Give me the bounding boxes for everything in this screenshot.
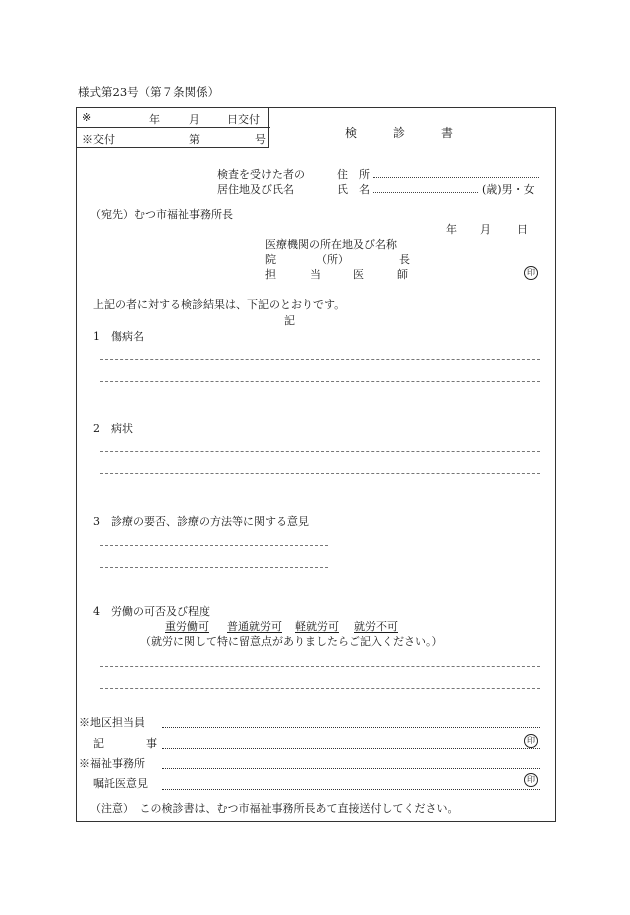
welfare-seal-icon: 印 <box>524 773 538 787</box>
note-text: （注意） この検診書は、むつ市福祉事務所長あて直接送付してください。 <box>90 802 459 815</box>
physician-seal-icon: 印 <box>524 266 538 280</box>
date-year-label: 年 <box>446 223 457 236</box>
date-day-label: 日 <box>517 223 528 236</box>
examinee-label-2: 居住地及び氏名 <box>217 183 294 196</box>
option-heavy-work[interactable]: 重労働可 <box>165 620 209 633</box>
examinee-label-1: 検査を受けた者の <box>217 168 305 181</box>
welfare-office-label: ※福祉事務所 <box>79 757 145 770</box>
section-4-heading: 4 労働の可否及び程度 <box>93 605 210 618</box>
issue-date-row <box>77 108 270 128</box>
document-title <box>345 124 489 141</box>
director-label-1: 院 <box>265 253 276 266</box>
name-label: 氏 名 <box>337 183 370 196</box>
issue-number-row <box>77 128 270 148</box>
work-note: （就労に関して特に留意点がありましたらご記入ください。） <box>140 635 443 648</box>
director-label-2: （所） <box>316 253 349 266</box>
address-field[interactable] <box>373 177 539 178</box>
section-1-line-2[interactable] <box>100 381 540 382</box>
name-field[interactable] <box>373 192 478 193</box>
issue-day-label: 日交付 <box>227 113 260 126</box>
district-officer-line-1[interactable] <box>162 727 540 728</box>
section-4-line-2[interactable] <box>100 688 540 689</box>
option-normal-work[interactable]: 普通就労可 <box>227 620 282 633</box>
section-2-line-2[interactable] <box>100 473 540 474</box>
institution-location-label: 医療機関の所在地及び名称 <box>265 238 397 251</box>
district-seal-icon: 印 <box>524 734 538 748</box>
title-char: 診 <box>393 126 406 140</box>
director-label-3: 長 <box>399 253 410 266</box>
intro-text: 上記の者に対する検診結果は、下記のとおりです。 <box>93 298 346 311</box>
district-officer-label: ※地区担当員 <box>79 716 145 729</box>
physician-label-2: 当 <box>310 268 321 281</box>
section-3-heading: 3 診療の要否、診療の方法等に関する意見 <box>93 515 309 528</box>
physician-label-4: 師 <box>397 268 408 281</box>
issue-go-label: 号 <box>255 133 266 146</box>
issue-number-mark: ※交付 <box>82 133 115 146</box>
option-light-work[interactable]: 軽就労可 <box>295 620 339 633</box>
issue-dai-label: 第 <box>189 133 200 146</box>
ki-label: 記 <box>284 314 295 327</box>
district-record-label-1: 記 <box>93 737 104 750</box>
section-3-line-2[interactable] <box>100 567 328 568</box>
address-label: 住 所 <box>337 168 370 181</box>
section-1-line-1[interactable] <box>100 359 540 360</box>
form-number: 様式第23号（第７条関係） <box>78 85 220 99</box>
commissioned-doctor-label: 嘱託医意見 <box>93 777 148 790</box>
district-officer-line-2[interactable] <box>162 748 540 749</box>
welfare-office-line-1[interactable] <box>162 768 540 769</box>
welfare-office-line-2[interactable] <box>162 789 540 790</box>
section-3-line-1[interactable] <box>100 545 328 546</box>
section-4-line-1[interactable] <box>100 666 540 667</box>
title-char: 書 <box>441 126 454 140</box>
physician-label-1: 担 <box>265 268 276 281</box>
option-no-work[interactable]: 就労不可 <box>354 620 398 633</box>
physician-label-3: 医 <box>353 268 364 281</box>
section-2-line-1[interactable] <box>100 451 540 452</box>
issue-mark: ※ <box>82 111 92 124</box>
issue-month-label: 月 <box>189 113 200 126</box>
age-sex-field[interactable]: (歳)男・女 <box>482 183 535 196</box>
issue-year-label: 年 <box>149 113 160 126</box>
issue-stamp-box <box>76 107 269 148</box>
section-1-heading: 1 傷病名 <box>93 330 144 343</box>
date-month-label: 月 <box>480 223 491 236</box>
addressee: （宛先）むつ市福祉事務所長 <box>90 208 233 221</box>
title-char: 検 <box>345 126 358 140</box>
district-record-label-2: 事 <box>146 737 157 750</box>
section-2-heading: 2 病状 <box>93 422 133 435</box>
